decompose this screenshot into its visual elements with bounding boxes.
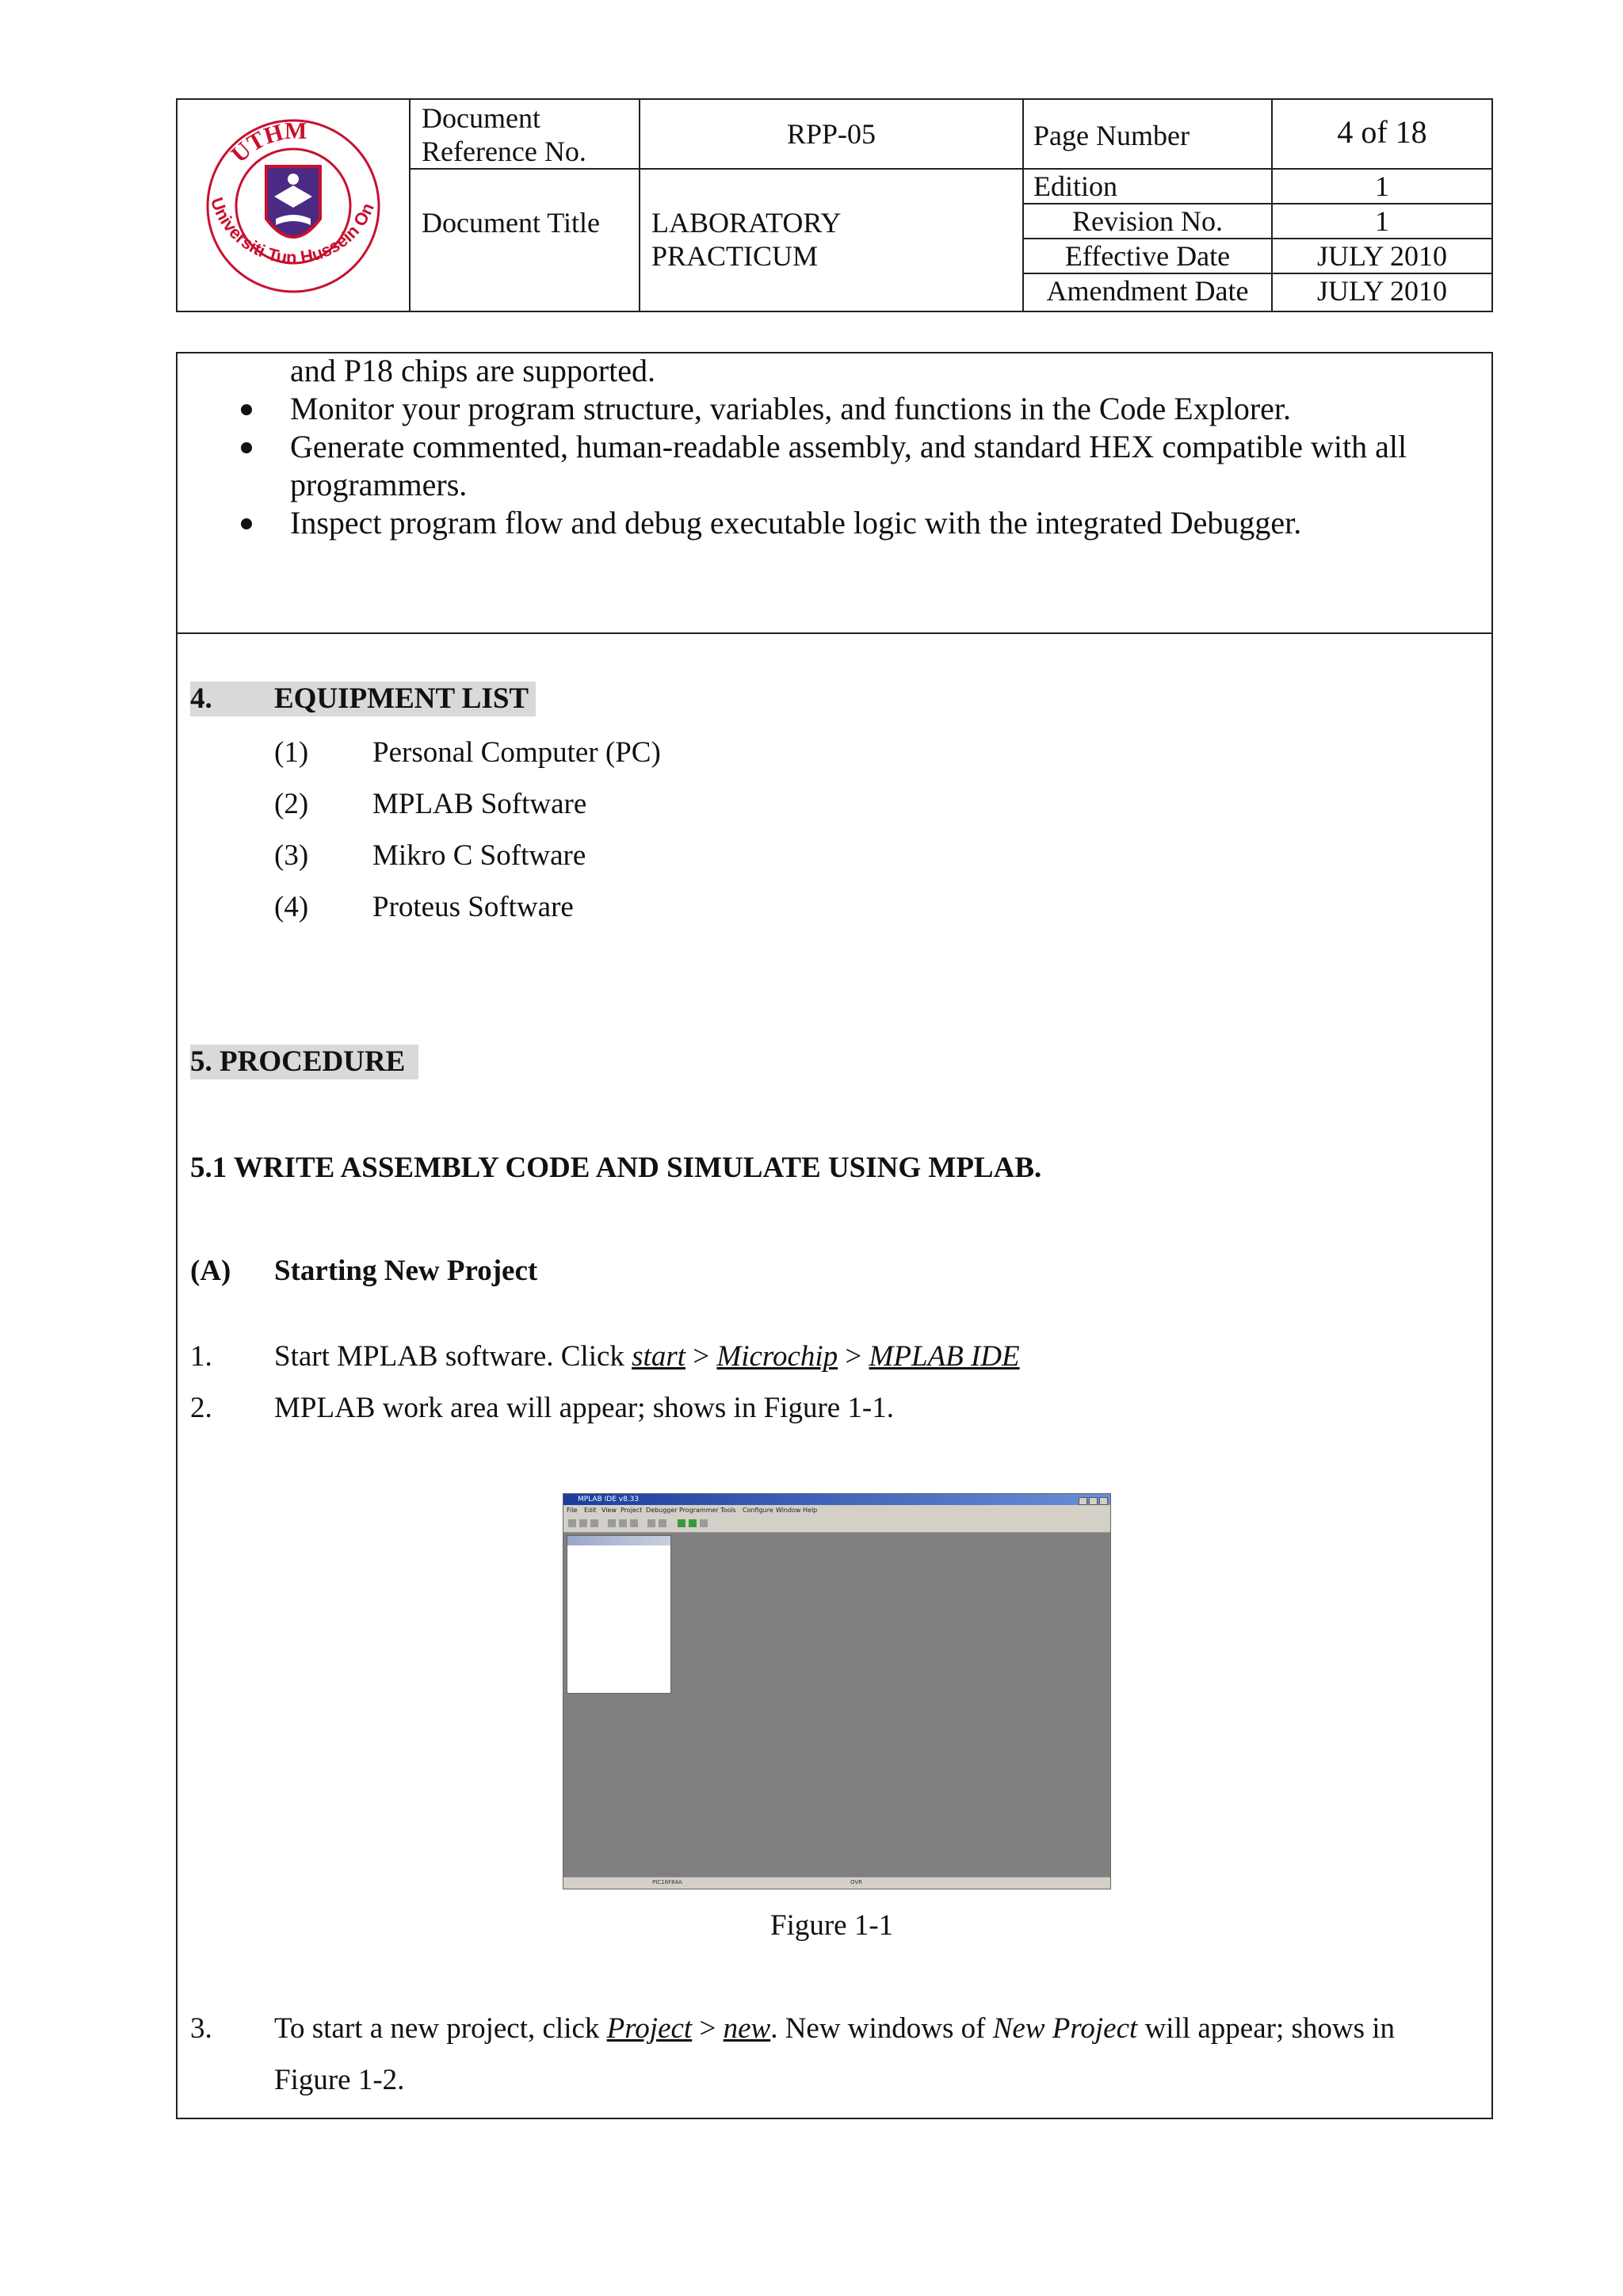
figure-workspace-window (567, 1535, 671, 1694)
step-1-text: Start MPLAB software. Click (274, 1340, 632, 1373)
equipment-item-num: (3) (274, 839, 309, 872)
edition-value: 1 (1375, 170, 1389, 202)
revision-value: 1 (1375, 205, 1389, 237)
amendment-date-value: JULY 2010 (1316, 275, 1448, 307)
path-separator: > (692, 2012, 724, 2045)
figure-menu-item: Help (803, 1507, 818, 1514)
step-number: 2. (190, 1392, 212, 1424)
step-3-text: To start a new project, click (274, 2012, 607, 2045)
amendment-date-label: Amendment Date (1046, 275, 1249, 307)
figure-caption: Figure 1-1 (770, 1909, 894, 1942)
figure-menu-item: Edit (584, 1507, 597, 1514)
figure-status-mode: OVR (850, 1879, 863, 1885)
window-controls (1077, 1495, 1109, 1503)
figure-menu-item: Window (776, 1507, 801, 1514)
equipment-item-text: MPLAB Software (372, 788, 587, 820)
mplab-screenshot-figure (563, 1493, 1111, 1889)
doc-title-label: Document Title (422, 207, 601, 239)
section-title: Starting New Project (274, 1255, 538, 1287)
figure-status-device: PIC16F84A (652, 1879, 682, 1885)
step-3-text: . New windows of (770, 2012, 993, 2045)
intro-continued-line: and P18 chips are supported. (290, 353, 656, 388)
revision-label: Revision No. (1071, 205, 1223, 237)
step-number: 1. (190, 1340, 212, 1373)
path-separator: > (685, 1340, 717, 1373)
step-2: MPLAB work area will appear; shows in Figure 1-1. (274, 1392, 895, 1424)
figure-menubar (563, 1505, 1110, 1516)
equipment-heading (190, 682, 536, 716)
equipment-item-text: Mikro C Software (372, 839, 586, 872)
equipment-item-text: Personal Computer (PC) (372, 736, 661, 769)
doc-title-value-line2: PRACTICUM (651, 240, 819, 272)
figure-menu-item: Project (621, 1507, 643, 1514)
figure-menu-item: Programmer (679, 1507, 719, 1514)
equipment-item-num: (1) (274, 736, 309, 769)
uthm-logo (178, 100, 409, 311)
equipment-item-num: (2) (274, 788, 309, 820)
logo-cell (178, 100, 411, 311)
step-3-text: will appear; shows in (1137, 2012, 1396, 2045)
figure-toolbar (563, 1516, 1110, 1533)
step-1 (274, 1339, 1020, 1374)
logo-org-name: Universiti Tun Hussein On (206, 194, 378, 268)
figure-window-title: MPLAB IDE v8.33 (578, 1496, 640, 1503)
document-header-table (176, 98, 1493, 312)
page-number-label: Page Number (1033, 120, 1190, 151)
doc-ref-value: RPP-05 (786, 118, 876, 150)
page-number-value: 4 of 18 (1337, 114, 1427, 150)
section-label: (A) (190, 1255, 231, 1287)
svg-text:UTHM (226, 118, 307, 168)
doc-ref-label: Document Reference No. (422, 102, 586, 167)
procedure-subheading: 5.1 WRITE ASSEMBLY CODE AND SIMULATE USING MPLAB. (190, 1152, 1042, 1184)
doc-title-value-line1: LABORATORY (651, 207, 842, 239)
equipment-number: 4. (190, 682, 212, 715)
figure-titlebar (563, 1494, 1110, 1505)
step-3 (274, 2011, 1395, 2046)
figure-menu-item: Debugger (646, 1507, 678, 1514)
intro-bullet-2-wrap: programmers. (290, 467, 468, 502)
figure-menu-item: File (567, 1507, 578, 1514)
logo-acronym: UTHM (226, 117, 307, 168)
path-separator: > (838, 1340, 869, 1373)
step-number: 3. (190, 2012, 212, 2045)
intro-bullet-1: Monitor your program structure, variables, and functions in the Code Explorer. (290, 391, 1292, 426)
bullet-dot (241, 404, 252, 415)
bullet-dot (241, 518, 252, 529)
equipment-item-num: (4) (274, 891, 309, 923)
equipment-title: EQUIPMENT LIST (274, 682, 529, 715)
project-link[interactable]: Project (606, 2012, 693, 2045)
figure-menu-item: Configure (743, 1507, 773, 1514)
effective-date-label: Effective Date (1064, 240, 1231, 272)
equipment-item-text: Proteus Software (372, 891, 574, 923)
microchip-link[interactable]: Microchip (716, 1340, 838, 1373)
figure-statusbar (563, 1877, 1110, 1889)
new-link[interactable]: new (723, 2012, 771, 2045)
start-link[interactable]: start (632, 1340, 686, 1373)
mplab-ide-link[interactable]: MPLAB IDE (869, 1340, 1020, 1373)
intro-bullet-2: Generate commented, human-readable assembly, and standard HEX compatible with all (290, 429, 1407, 464)
figure-menu-item: View (601, 1507, 617, 1514)
step-3-wrap: Figure 1-2. (274, 2064, 405, 2096)
edition-label: Edition (1033, 170, 1117, 202)
section-divider (178, 632, 1491, 634)
effective-date-value: JULY 2010 (1316, 240, 1448, 272)
procedure-heading: 5. PROCEDURE (190, 1045, 418, 1079)
bullet-dot (241, 442, 252, 453)
figure-menu-item: Tools (720, 1507, 736, 1514)
intro-bullet-3: Inspect program flow and debug executable logic with the integrated Debugger. (290, 505, 1302, 541)
new-project-window-name: New Project (992, 2012, 1138, 2045)
